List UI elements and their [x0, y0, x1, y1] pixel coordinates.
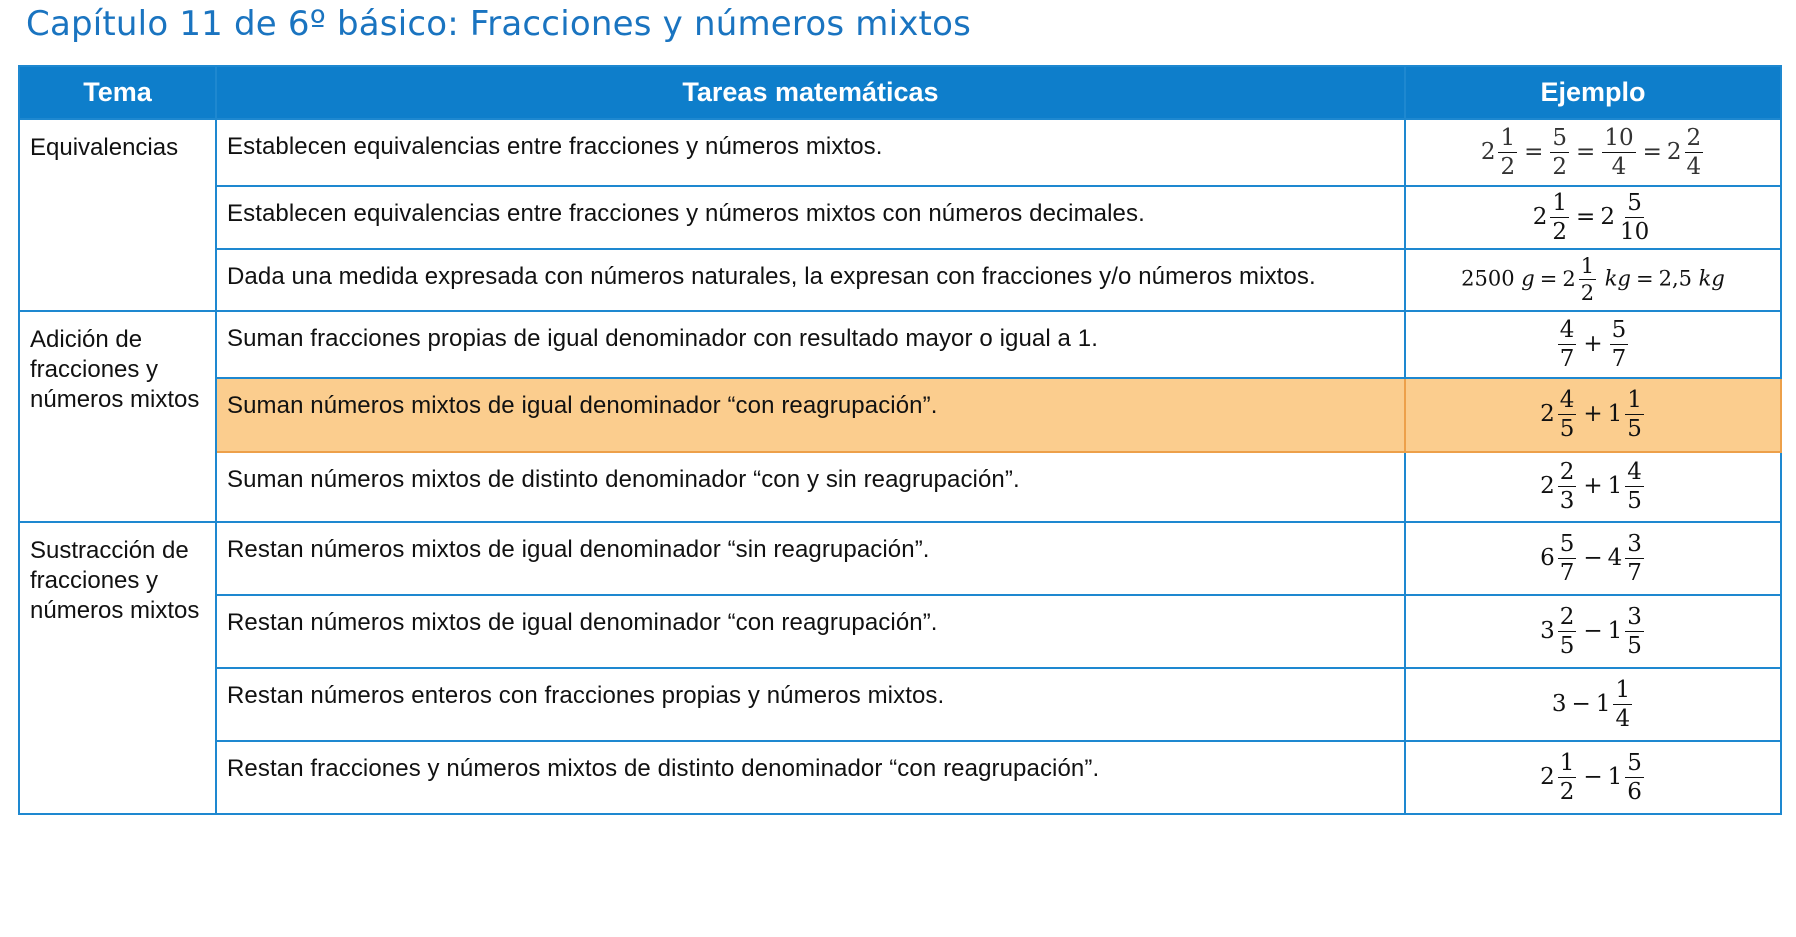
example-cell: 2 $\frac{1}{2}$ = 2 $\frac{5}{10}$ [1405, 186, 1781, 249]
tema-cell: Sustracción de fracciones y números mixtos [19, 522, 216, 814]
header-tema: Tema [19, 66, 216, 119]
table-header-row [19, 66, 1781, 119]
tema-cell: Adición de fracciones y números mixtos [19, 311, 216, 522]
example-cell: 2500 g = 2 $\frac{1}{2}$ kg = 2,5 kg [1405, 249, 1781, 311]
tarea-cell: Suman números mixtos de distinto denominador “con y sin reagrupación”. [216, 452, 1405, 522]
example-cell: 3 − 1 $\frac{1}{4}$ [1405, 668, 1781, 741]
tema-cell: Equivalencias [19, 119, 216, 311]
example-cell: 2 $\frac{4}{5}$ + 1 $\frac{1}{5}$ [1405, 378, 1781, 452]
table-row [19, 741, 1781, 814]
table-row [19, 668, 1781, 741]
example-cell: 6 $\frac{5}{7}$ − 4 $\frac{3}{7}$ [1405, 522, 1781, 595]
table-row [19, 452, 1781, 522]
tarea-cell: Restan números mixtos de igual denominador “sin reagrupación”. [216, 522, 1405, 595]
tarea-cell: Suman fracciones propias de igual denominador con resultado mayor o igual a 1. [216, 311, 1405, 378]
header-tareas: Tareas matemáticas [216, 66, 1405, 119]
tarea-cell: Dada una medida expresada con números naturales, la expresan con fracciones y/o números mixtos. [216, 249, 1405, 311]
table-row [19, 595, 1781, 668]
table-row [19, 249, 1781, 311]
table-row [19, 186, 1781, 249]
page-title: Capítulo 11 de 6º básico: Fracciones y números mixtos [26, 4, 971, 44]
tarea-cell: Restan números enteros con fracciones propias y números mixtos. [216, 668, 1405, 741]
tarea-cell: Suman números mixtos de igual denominador “con reagrupación”. [216, 378, 1405, 452]
table-row [19, 522, 1781, 595]
curriculum-table [18, 65, 1782, 815]
tarea-cell: Establecen equivalencias entre fracciones y números mixtos. [216, 119, 1405, 186]
tarea-cell: Restan números mixtos de igual denominador “con reagrupación”. [216, 595, 1405, 668]
example-cell: $\frac{4}{7}$ + $\frac{5}{7}$ [1405, 311, 1781, 378]
example-cell: 2 $\frac{1}{2}$ = $\frac{5}{2}$ = $\frac{10}{4}$ = 2 $\frac{2}{4}$ [1405, 119, 1781, 186]
example-cell: 3 $\frac{2}{5}$ − 1 $\frac{3}{5}$ [1405, 595, 1781, 668]
tarea-cell: Restan fracciones y números mixtos de distinto denominador “con reagrupación”. [216, 741, 1405, 814]
table-row [19, 119, 1781, 186]
table-row-highlighted [19, 378, 1781, 452]
header-ejemplo: Ejemplo [1405, 66, 1781, 119]
example-cell: 2 $\frac{2}{3}$ + 1 $\frac{4}{5}$ [1405, 452, 1781, 522]
example-cell: 2 $\frac{1}{2}$ − 1 $\frac{5}{6}$ [1405, 741, 1781, 814]
tarea-cell: Establecen equivalencias entre fracciones y números mixtos con números decimales. [216, 186, 1405, 249]
table-row [19, 311, 1781, 378]
